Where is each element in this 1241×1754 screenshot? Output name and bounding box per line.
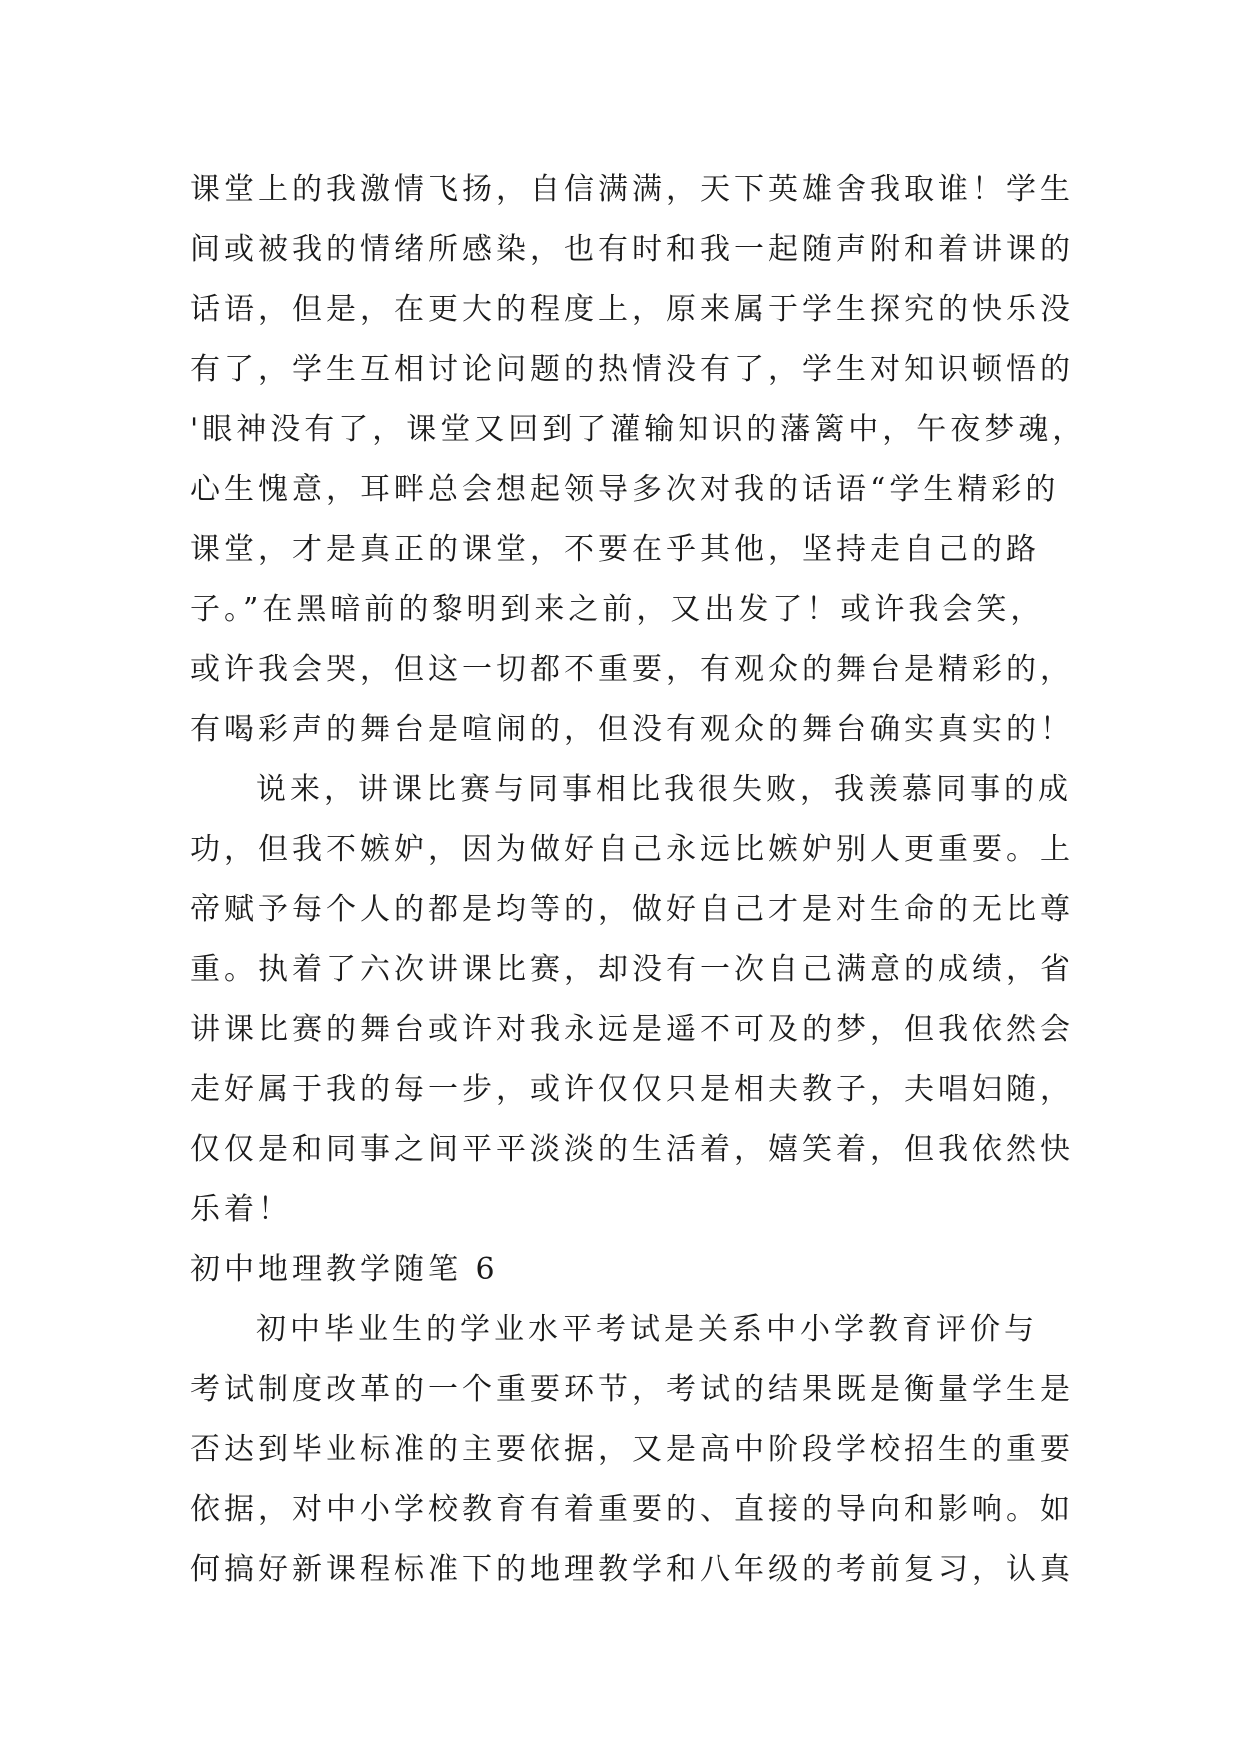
paragraph-line: 重。执着了六次讲课比赛，却没有一次自己满意的成绩，省: [190, 952, 1074, 987]
paragraph-line: 帝赋予每个人的都是均等的，做好自己才是对生命的无比尊: [190, 892, 1074, 927]
paragraph-line: 话语，但是，在更大的程度上，原来属于学生探究的快乐没: [190, 292, 1074, 327]
paragraph-line: '眼神没有了，课堂又回到了灌输知识的藩篱中，午夜梦魂，: [190, 412, 1087, 447]
paragraph-line: 考试制度改革的一个重要环节，考试的结果既是衡量学生是: [190, 1372, 1074, 1407]
paragraph-line: 课堂上的我激情飞扬，自信满满，天下英雄舍我取谁！学生: [190, 172, 1074, 207]
paragraph-line: 或许我会哭，但这一切都不重要，有观众的舞台是精彩的，: [190, 652, 1074, 687]
paragraph-line: 乐着！: [190, 1192, 292, 1227]
paragraph-line: 讲课比赛的舞台或许对我永远是遥不可及的梦，但我依然会: [190, 1012, 1074, 1047]
document-body: [190, 160, 1087, 1600]
paragraph-line: 否达到毕业标准的主要依据，又是高中阶段学校招生的重要: [190, 1432, 1074, 1467]
paragraph-line: 心生愧意，耳畔总会想起领导多次对我的话语“学生精彩的: [190, 472, 1060, 507]
paragraph-line: 间或被我的情绪所感染，也有时和我一起随声附和着讲课的: [190, 232, 1074, 267]
paragraph-line: 功，但我不嫉妒，因为做好自己永远比嫉妒别人更重要。上: [190, 832, 1074, 867]
paragraph-line: 课堂，才是真正的课堂，不要在乎其他，坚持走自己的路: [190, 532, 1040, 567]
paragraph-line: 何搞好新课程标准下的地理教学和八年级的考前复习，认真: [190, 1552, 1074, 1587]
section-heading: 初中地理教学随笔 6: [190, 1252, 499, 1287]
paragraph-line: 仅仅是和同事之间平平淡淡的生活着，嬉笑着，但我依然快: [190, 1132, 1074, 1167]
paragraph-line: 子。”在黑暗前的黎明到来之前，又出发了！或许我会笑，: [190, 592, 1045, 627]
paragraph-line: 初中毕业生的学业水平考试是关系中小学教育评价与: [256, 1312, 1038, 1347]
paragraph-line: 说来，讲课比赛与同事相比我很失败，我羡慕同事的成: [256, 772, 1072, 807]
paragraph-line: 有了，学生互相讨论问题的热情没有了，学生对知识顿悟的: [190, 352, 1074, 387]
paragraph-line: 依据，对中小学校教育有着重要的、直接的导向和影响。如: [190, 1492, 1074, 1527]
paragraph-line: 有喝彩声的舞台是喧闹的，但没有观众的舞台确实真实的！: [190, 712, 1074, 747]
paragraph-line: 走好属于我的每一步，或许仅仅只是相夫教子，夫唱妇随，: [190, 1072, 1074, 1107]
